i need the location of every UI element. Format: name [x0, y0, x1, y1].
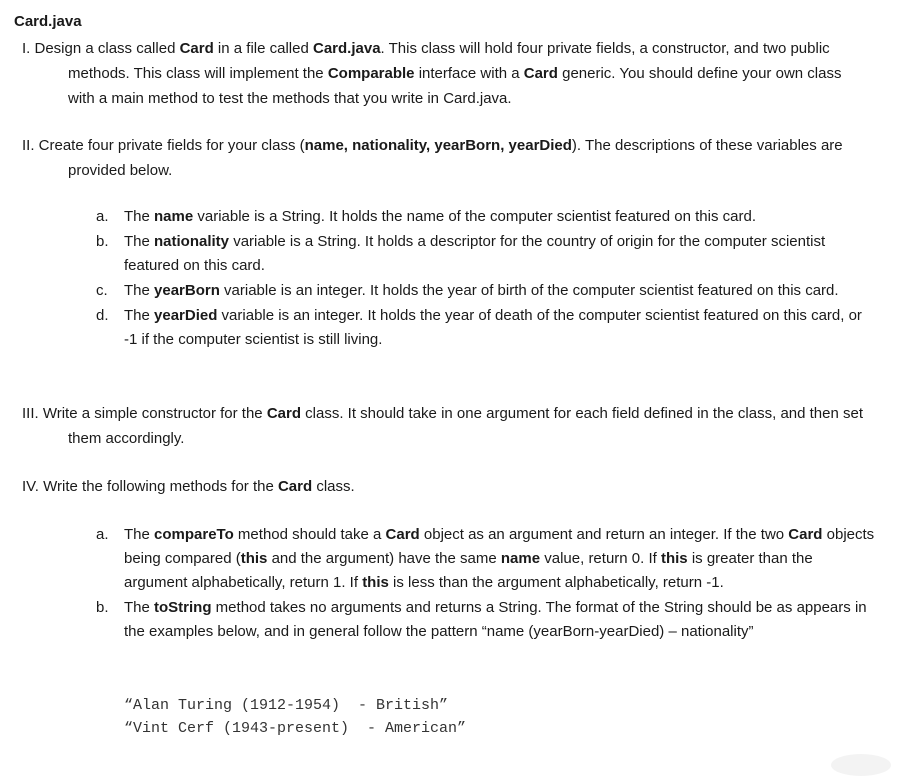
list-item-text: The toString method takes no arguments and returns a String. The format of the String should be as appears in the examples below, and in general follow the pattern “name (yearBorn-yearDied) – nationality”: [124, 599, 867, 640]
list-item-text: The nationality variable is a String. It holds a descriptor for the country of origin for the computer scientist featured on this card.: [124, 233, 826, 274]
list-item: [96, 523, 876, 595]
section-4-text: IV. Write the following methods for the Card class.: [22, 478, 355, 495]
list-marker: a.: [96, 208, 109, 225]
section-1: [22, 36, 872, 111]
list-item: [96, 230, 876, 278]
list-marker: d.: [96, 307, 109, 324]
code-example-line: “Alan Turing (1912-1954) - British”: [124, 697, 449, 714]
list-item-text: The yearDied variable is an integer. It holds the year of death of the computer scientist featured on this card, or -1 if the computer scientist is still living.: [124, 307, 862, 348]
list-item: [96, 596, 876, 644]
page-corner-shadow: [831, 754, 891, 776]
list-marker: a.: [96, 526, 109, 543]
list-marker: b.: [96, 233, 109, 250]
section-3-text: III. Write a simple constructor for the Card class. It should take in one argument for each field defined in the class, and then set them accordingly.: [22, 405, 864, 447]
list-item: [96, 279, 876, 303]
section-2-text: II. Create four private fields for your class (name, nationality, yearBorn, yearDied). The descriptions of these variables are provided below.: [22, 137, 843, 179]
list-item: [96, 304, 876, 352]
section-3: [22, 401, 872, 451]
code-examples: [124, 694, 466, 740]
list-item-text: The compareTo method should take a Card object as an argument and return an integer. If the two Card objects being compared (this and the argument) have the same name value, return 0. If this is greater than the argument alphabetically, return 1. If this is less than the argument alphabetically, return -1.: [124, 526, 875, 591]
list-item-text: The name variable is a String. It holds the name of the computer scientist featured on this card.: [124, 208, 756, 225]
section-2: [22, 133, 872, 183]
methods-list: [96, 523, 876, 645]
document-title: Card.java: [14, 13, 82, 30]
list-marker: b.: [96, 599, 109, 616]
section-4: [22, 474, 872, 499]
code-example-line: “Vint Cerf (1943-present) - American”: [124, 720, 467, 737]
list-item-text: The yearBorn variable is an integer. It holds the year of birth of the computer scientist featured on this card.: [124, 282, 839, 299]
list-marker: c.: [96, 282, 108, 299]
list-item: [96, 205, 876, 229]
section-1-text: I. Design a class called Card in a file called Card.java. This class will hold four private fields, a constructor, and two public methods. This class will implement the Comparable interface with a Card generic. You should define your own class with a main method to test the methods that you write in Card.java.: [22, 40, 842, 107]
fields-list: [96, 205, 876, 353]
